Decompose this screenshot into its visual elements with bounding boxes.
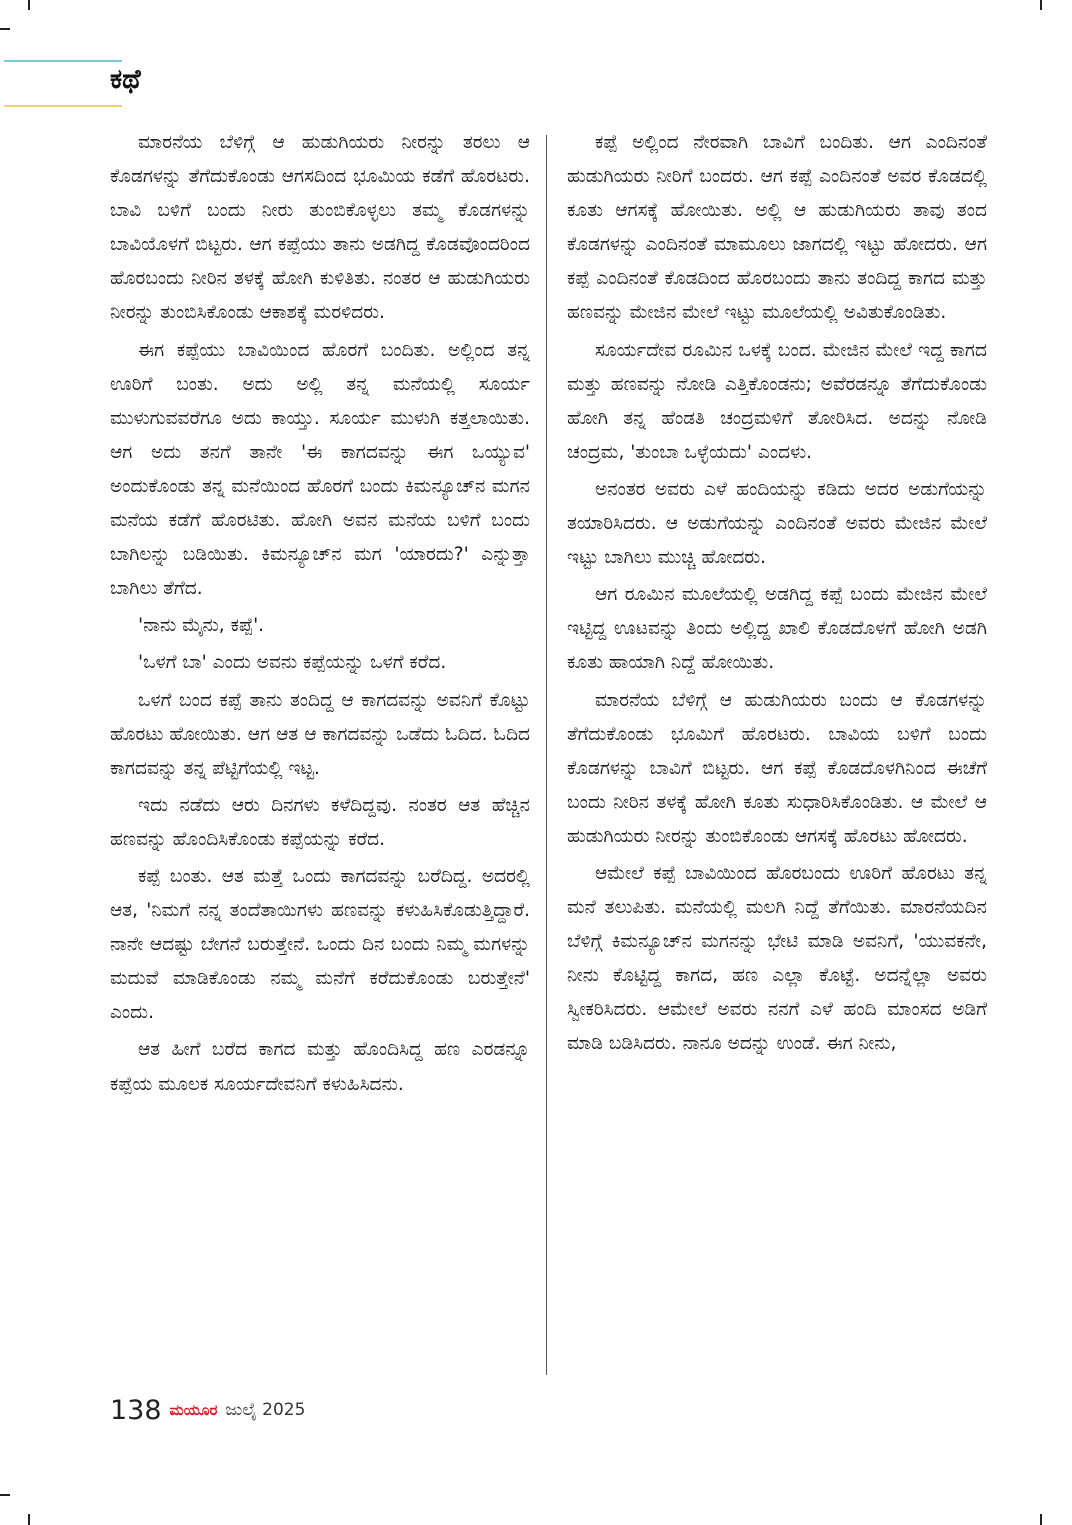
paragraph: ಕಪ್ಪೆ ಬಂತು. ಆತ ಮತ್ತೆ ಒಂದು ಕಾಗದವನ್ನು ಬರೆದಿದ್ದ. ಅದರಲ್ಲಿ ಆತ, 'ನಿಮಗೆ ನನ್ನ ತಂದೆತಾಯಿಗಳು ಹಣವನ್ನು ಕಳುಹಿಸಿಕೊಡುತ್ತಿದ್ದಾರೆ. ನಾನೇ ಆದಷ್ಟು ಬೇಗನೆ ಬರುತ್ತೇನೆ. ಒಂದು ದಿನ ಬಂದು ನಿಮ್ಮ ಮಗಳನ್ನು ಮದುವೆ ಮಾಡಿಕೊಂಡು ನಮ್ಮ ಮನೆಗೆ ಕರೆದುಕೊಂಡು ಬರುತ್ತೇನೆ' ಎಂದು.	[110, 865, 530, 1024]
crop-mark	[0, 28, 10, 30]
crop-mark	[0, 1494, 10, 1496]
paragraph: ಅನಂತರ ಅವರು ಎಳೆ ಹಂದಿಯನ್ನು ಕಡಿದು ಅದರ ಅಡುಗೆಯನ್ನು ತಯಾರಿಸಿದರು. ಆ ಅಡುಗೆಯನ್ನು ಎಂದಿನಂತೆ ಅವರು ಮೇಜಿನ ಮೇಲೆ ಇಟ್ಟು ಬಾಗಿಲು ಮುಚ್ಚಿ ಹೋದರು.	[567, 478, 987, 569]
crop-mark	[28, 1514, 30, 1525]
paragraph: ಕಪ್ಪೆ ಅಲ್ಲಿಂದ ನೇರವಾಗಿ ಬಾವಿಗೆ ಬಂದಿತು. ಆಗ ಎಂದಿನಂತೆ ಹುಡುಗಿಯರು ನೀರಿಗೆ ಬಂದರು. ಆಗ ಕಪ್ಪೆ ಎಂದಿನಂತೆ ಅವರ ಕೊಡದಲ್ಲಿ ಕೂತು ಆಗಸಕ್ಕೆ ಹೋಯಿತು. ಅಲ್ಲಿ ಆ ಹುಡುಗಿಯರು ತಾವು ತಂದ ಕೊಡಗಳನ್ನು ಎಂದಿನಂತೆ ಮಾಮೂಲು ಜಾಗದಲ್ಲಿ ಇಟ್ಟು ಹೋದರು. ಆಗ ಕಪ್ಪೆ ಎಂದಿನಂತೆ ಕೊಡದಿಂದ ಹೊರಬಂದು ತಾನು ತಂದಿದ್ದ ಕಾಗದ ಮತ್ತು ಹಣವನ್ನು ಮೇಜಿನ ಮೇಲೆ ಇಟ್ಟು ಮೂಲೆಯಲ್ಲಿ ಅವಿತುಕೊಂಡಿತು.	[567, 132, 987, 324]
crop-mark	[1040, 1514, 1042, 1525]
paragraph: ಆಗ ರೂಮಿನ ಮೂಲೆಯಲ್ಲಿ ಅಡಗಿದ್ದ ಕಪ್ಪೆ ಬಂದು ಮೇಜಿನ ಮೇಲೆ ಇಟ್ಟಿದ್ದ ಊಟವನ್ನು ತಿಂದು ಅಲ್ಲಿದ್ದ ಖಾಲಿ ಕೊಡದೊಳಗೆ ಹೋಗಿ ಅಡಗಿ ಕೂತು ಹಾಯಾಗಿ ನಿದ್ದೆ ಹೋಯಿತು.	[567, 584, 987, 674]
paragraph: ಸೂರ್ಯದೇವ ರೂಮಿನ ಒಳಕ್ಕೆ ಬಂದ. ಮೇಜಿನ ಮೇಲೆ ಇದ್ದ ಕಾಗದ ಮತ್ತು ಹಣವನ್ನು ನೋಡಿ ಎತ್ತಿಕೊಂಡನು; ಅವೆರಡನ್ನೂ ತೆಗೆದುಕೊಂಡು ಹೋಗಿ ತನ್ನ ಹೆಂಡತಿ ಚಂದ್ರಮಳಿಗೆ ತೋರಿಸಿದ. ಅದನ್ನು ನೋಡಿ ಚಂದ್ರಮ, 'ತುಂಬಾ ಒಳ್ಳೆಯದು' ಎಂದಳು.	[567, 339, 987, 463]
crop-mark	[1040, 0, 1042, 10]
paragraph: ಮಾರನೆಯ ಬೆಳಿಗ್ಗೆ ಆ ಹುಡುಗಿಯರು ಬಂದು ಆ ಕೊಡಗಳನ್ನು ತೆಗೆದುಕೊಂಡು ಭೂಮಿಗೆ ಹೊರಟರು. ಬಾವಿಯ ಬಳಿಗೆ ಬಂದು ಕೊಡಗಳನ್ನು ಬಾವಿಗೆ ಬಿಟ್ಟರು. ಆಗ ಕಪ್ಪೆ ಕೊಡದೊಳಗಿನಿಂದ ಈಚೆಗೆ ಬಂದು ನೀರಿನ ತಳಕ್ಕೆ ಹೋಗಿ ಕೂತು ಸುಧಾರಿಸಿಕೊಂಡಿತು. ಆ ಮೇಲೆ ಆ ಹುಡುಗಿಯರು ನೀರನ್ನು ತುಂಬಿಕೊಂಡು ಆಗಸಕ್ಕೆ ಹೊರಟು ಹೋದರು.	[567, 689, 987, 847]
crop-mark	[28, 0, 30, 10]
paragraph: ಒಳಗೆ ಬಂದ ಕಪ್ಪೆ ತಾನು ತಂದಿದ್ದ ಆ ಕಾಗದವನ್ನು ಅವನಿಗೆ ಕೊಟ್ಟು ಹೊರಟು ಹೋಯಿತು. ಆಗ ಆತ ಆ ಕಾಗದವನ್ನು ಒಡೆದು ಓದಿದ. ಓದಿದ ಕಾಗದವನ್ನು ತನ್ನ ಪೆಟ್ಟಿಗೆಯಲ್ಲಿ ಇಟ್ಟ.	[110, 689, 530, 779]
paragraph: 'ನಾನು ಮೈನು, ಕಪ್ಪೆ'.	[138, 615, 265, 637]
paragraph: 'ಒಳಗೆ ಬಾ' ಎಂದು ಅವನು ಕಪ್ಪೆಯನ್ನು ಒಳಗೆ ಕರೆದ.	[138, 652, 447, 674]
paragraph: ಆತ ಹೀಗೆ ಬರೆದ ಕಾಗದ ಮತ್ತು ಹೊಂದಿಸಿದ್ದ ಹಣ ಎರಡನ್ನೂ ಕಪ್ಪೆಯ ಮೂಲಕ ಸೂರ್ಯದೇವನಿಗೆ ಕಳುಹಿಸಿದನು.	[110, 1039, 530, 1095]
magazine-logo: ಮಯೂರ	[169, 1401, 218, 1419]
paragraph: ಮಾರನೆಯ ಬೆಳಿಗ್ಗೆ ಆ ಹುಡುಗಿಯರು ನೀರನ್ನು ತರಲು ಆ ಕೊಡಗಳನ್ನು ತೆಗೆದುಕೊಂಡು ಆಗಸದಿಂದ ಭೂಮಿಯ ಕಡೆಗೆ ಹೊರಟರು. ಬಾವಿ ಬಳಿಗೆ ಬಂದು ನೀರು ತುಂಬಿಕೊಳ್ಳಲು ತಮ್ಮ ಕೊಡಗಳನ್ನು ಬಾವಿಯೊಳಗೆ ಬಿಟ್ಟರು. ಆಗ ಕಪ್ಪೆಯು ತಾನು ಅಡಗಿದ್ದ ಕೊಡವೊಂದರಿಂದ ಹೊರಬಂದು ನೀರಿನ ತಳಕ್ಕೆ ಹೋಗಿ ಕುಳಿತಿತು. ನಂತರ ಆ ಹುಡುಗಿಯರು ನೀರನ್ನು ತುಂಬಿಸಿಕೊಂಡು ಆಕಾಶಕ್ಕೆ ಮರಳಿದರು.	[110, 132, 530, 324]
issue-date: ಜುಲೈ 2025	[225, 1400, 306, 1420]
section-title: ಕಥೆ	[110, 64, 141, 95]
paragraph: ಆಮೇಲೆ ಕಪ್ಪೆ ಬಾವಿಯಿಂದ ಹೊರಬಂದು ಊರಿಗೆ ಹೊರಟು ತನ್ನ ಮನೆ ತಲುಪಿತು. ಮನೆಯಲ್ಲಿ ಮಲಗಿ ನಿದ್ದೆ ತೆಗೆಯಿತು. ಮಾರನೆಯದಿನ ಬೆಳಿಗ್ಗೆ ಕಿಮನ್ಯೂಚ್‌ನ ಮಗನನ್ನು ಭೇಟಿ ಮಾಡಿ ಅವನಿಗೆ, 'ಯುವಕನೇ, ನೀನು ಕೊಟ್ಟಿದ್ದ ಕಾಗದ, ಹಣ ಎಲ್ಲಾ ಕೊಟ್ಟೆ. ಅದನ್ನೆಲ್ಲಾ ಅವರು ಸ್ವೀಕರಿಸಿದರು. ಆಮೇಲೆ ಅವರು ನನಗೆ ಎಳೆ ಹಂದಿ ಮಾಂಸದ ಅಡಿಗೆ ಮಾಡಿ ಬಡಿಸಿದರು. ನಾನೂ ಅದನ್ನು ಉಂಡೆ. ಈಗ ನೀನು,	[567, 862, 987, 1055]
header-rule-top	[4, 60, 122, 62]
left-column	[110, 126, 530, 1105]
header-rule-bottom	[4, 105, 122, 107]
paragraph: ಇದು ನಡೆದು ಆರು ದಿನಗಳು ಕಳೆದಿದ್ದವು. ನಂತರ ಆತ ಹೆಚ್ಚಿನ ಹಣವನ್ನು ಹೊಂದಿಸಿಕೊಂಡು ಕಪ್ಪೆಯನ್ನು ಕರೆದ.	[110, 794, 530, 850]
right-column	[567, 126, 987, 1065]
paragraph: ಈಗ ಕಪ್ಪೆಯು ಬಾವಿಯಿಂದ ಹೊರಗೆ ಬಂದಿತು. ಅಲ್ಲಿಂದ ತನ್ನ ಊರಿಗೆ ಬಂತು. ಅದು ಅಲ್ಲಿ ತನ್ನ ಮನೆಯಲ್ಲಿ ಸೂರ್ಯ ಮುಳುಗುವವರೆಗೂ ಅದು ಕಾಯ್ತು. ಸೂರ್ಯ ಮುಳುಗಿ ಕತ್ತಲಾಯಿತು. ಆಗ ಅದು ತನಗೆ ತಾನೇ 'ಈ ಕಾಗದವನ್ನು ಈಗ ಒಯ್ಯುವ' ಅಂದುಕೊಂಡು ತನ್ನ ಮನೆಯಿಂದ ಹೊರಗೆ ಬಂದು ಕಿಮನ್ಯೂಚ್‌ನ ಮಗನ ಮನೆಯ ಕಡೆಗೆ ಹೊರಟಿತು. ಹೋಗಿ ಅವನ ಮನೆಯ ಬಳಿಗೆ ಬಂದು ಬಾಗಿಲನ್ನು ಬಡಿಯಿತು. ಕಿಮನ್ಯೂಚ್‌ನ ಮಗ 'ಯಾರದು?' ಎನ್ನುತ್ತಾ ಬಾಗಿಲು ತೆಗೆದ.	[110, 339, 530, 600]
page-footer	[110, 1390, 305, 1430]
page-number: 138	[110, 1394, 162, 1426]
column-divider	[546, 135, 547, 1375]
